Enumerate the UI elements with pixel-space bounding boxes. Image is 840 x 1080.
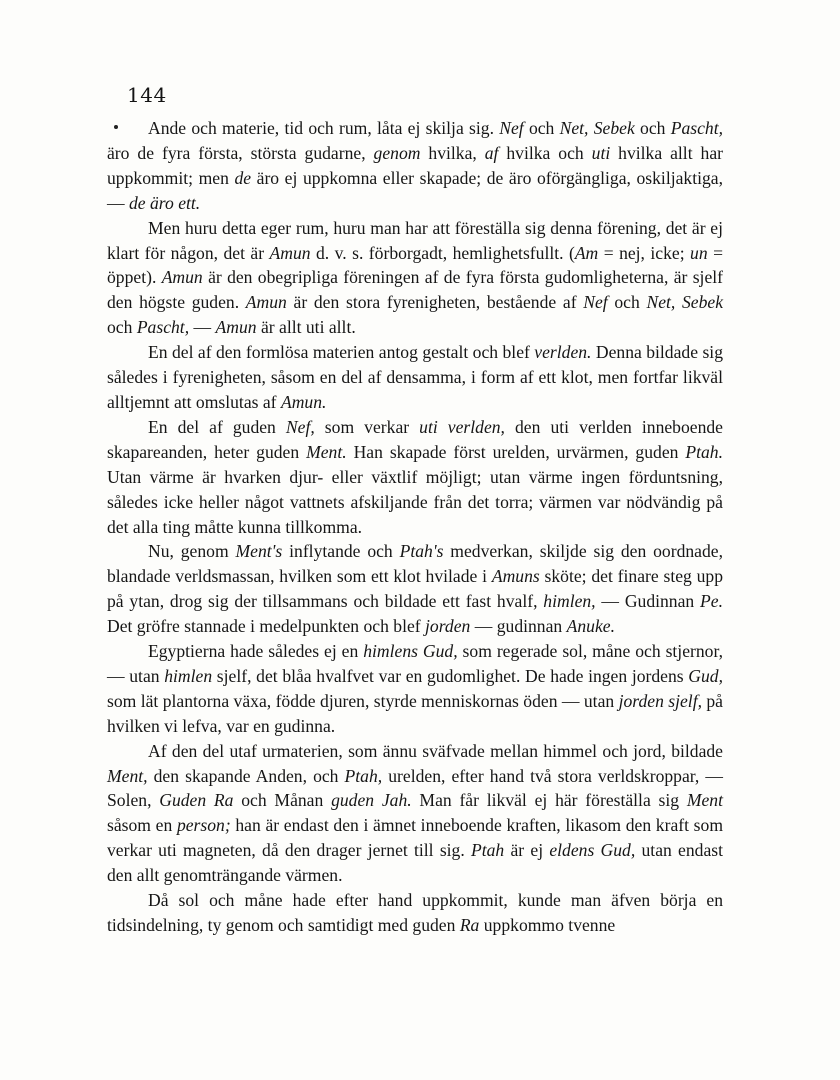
text-run: är den obegripliga föreningen af de fyra första gudomligheterna, är sjelf den högste guden. (107, 267, 724, 313)
italic-text: de (234, 167, 252, 188)
text-run: Men huru detta eger rum, huru man har att föreställa sig denna förening, det är ej klart för någon, det är (107, 217, 723, 263)
italic-text: Ment, (107, 765, 148, 786)
paragraph (107, 888, 723, 938)
italic-text: Ptah's (399, 541, 444, 562)
paragraph (107, 340, 723, 415)
text-run: = nej, icke; (598, 242, 691, 263)
italic-text: Gud, (688, 665, 723, 686)
italic-text: Pascht, (670, 118, 723, 138)
text-run: Denna bildade sig således i fyrenigheten, såsom en del af densamma, i form af ett klot, men fortfar likväl alltjemnt att omslutas af (107, 342, 723, 412)
italic-text: Amun. (280, 391, 327, 412)
text-run: äro ej uppkomna eller skapade; de äro oförgängliga, oskiljaktiga, — (107, 167, 723, 213)
italic-text: uti (591, 142, 611, 163)
text-run: inflytande och (282, 541, 400, 562)
italic-text: Amun (215, 317, 257, 338)
italic-text: genom (373, 142, 421, 163)
italic-text: Ment's (235, 541, 283, 562)
italic-text: Am (574, 242, 599, 263)
text-run: — Gudinnan (595, 591, 701, 612)
italic-text: Anuke. (566, 616, 615, 637)
text-run: såsom en (107, 815, 177, 836)
italic-text: de äro ett. (129, 192, 201, 213)
italic-text: Pe. (700, 591, 723, 612)
text-run: Af den del utaf urmaterien, som ännu sväfvade mellan himmel och jord, bildade (148, 740, 723, 761)
text-run: En del af guden (148, 416, 286, 437)
text-run: den skapande Anden, och (147, 765, 345, 786)
text-run: = öppet). (107, 242, 723, 288)
text-run: är ej (504, 840, 550, 861)
text-run: som lät plantorna växa, födde djuren, styrde menniskornas öden — utan (107, 690, 619, 711)
text-run: Egyptierna hade således ej en (148, 641, 364, 662)
italic-text: jorden sjelf, (618, 690, 702, 711)
text-run: Man får likväl ej här föreställa sig (411, 790, 687, 811)
text-run: hvilka och (498, 142, 592, 163)
italic-text: Amun (269, 242, 311, 263)
italic-text: person; (176, 815, 231, 836)
text-run: som regerade sol, måne och stjernor, — utan (107, 641, 724, 686)
text-run: Då sol och måne hade efter hand uppkommit, kunde man äfven börja en tidsindelning, ty genom och samtidigt med guden (107, 890, 723, 935)
text-run: — (189, 317, 216, 338)
italic-text: Guden Ra (159, 790, 234, 811)
italic-text: Amun (245, 292, 287, 313)
text-run: som verkar (314, 416, 420, 437)
italic-text: Nef (583, 292, 608, 313)
paragraph (107, 116, 723, 216)
italic-text: himlens Gud, (363, 641, 458, 662)
italic-text: Ptah. (685, 441, 723, 462)
text-run: hvilka allt har uppkommit; men (107, 142, 723, 188)
italic-text: eldens Gud, (549, 840, 636, 861)
text-run: — gudinnan (470, 616, 567, 637)
paragraph (107, 539, 723, 639)
paragraph (107, 639, 723, 739)
text-run: och (523, 118, 560, 138)
text-run: sjelf, det blåa hvalfvet var en gudomlighet. De hade ingen jordens (212, 665, 689, 686)
text-run: på hvilken vi lefva, var en gudinna. (107, 690, 723, 736)
text-run: är den stora fyrenigheten, bestående af (286, 292, 584, 313)
italic-text: Amun (161, 267, 203, 288)
italic-text: Ra (459, 915, 480, 935)
italic-text: Pascht, (136, 317, 190, 338)
italic-text: verlden. (534, 342, 592, 363)
italic-text: Nef (499, 118, 524, 138)
italic-text: jorden (425, 616, 471, 637)
paragraph (107, 216, 723, 341)
italic-text: un (690, 242, 708, 263)
text-run: hvilka, (420, 142, 485, 163)
italic-text: af (484, 142, 499, 163)
paragraph (107, 739, 723, 888)
text-run: han är endast den i ämnet inneboende kraften, likasom den kraft som verkar uti magneten, då den drager jernet till sig. (107, 815, 724, 861)
italic-text: himlen (164, 665, 213, 686)
text-run: äro de fyra första, största gudarne, (107, 142, 374, 163)
italic-text: guden Jah. (331, 790, 412, 811)
text-run: och (607, 292, 647, 313)
text-run: En del af den formlösa materien antog gestalt och blef (148, 342, 535, 363)
text-run: och (107, 317, 137, 338)
text-run: sköte; det finare steg upp på ytan, drog sig der tillsammans och bildade ett fast hvalf, (107, 566, 724, 612)
text-run: Utan värme är hvarken djur- eller växtlif möjligt; utan värme ingen förduntsning, således icke heller något vattnets afskiljande från det torra; värmen var nödvändig på det alla ting måtte kunna tillkomma. (107, 466, 723, 537)
text-run: Ande och materie, tid och rum, låta ej skilja sig. (148, 118, 500, 138)
text-run: Han skapade först urelden, urvärmen, guden (346, 441, 686, 462)
text-run: urelden, efter hand två stora verldskroppar, — Solen, (107, 765, 723, 811)
page-number: 144 (127, 83, 167, 107)
italic-text: Ptah, (344, 765, 383, 786)
text-run: den uti verlden inneboende skapareanden, heter guden (107, 416, 723, 462)
italic-text: Ptah (471, 840, 505, 861)
italic-text: uti verlden, (419, 416, 505, 437)
text-run: uppkommo tvenne (479, 915, 616, 935)
italic-text: Net, Sebek (559, 118, 635, 138)
italic-text: himlen, (543, 591, 596, 612)
italic-text: Net, Sebek (646, 292, 724, 313)
italic-text: Nef, (285, 416, 315, 437)
text-run: och Månan (233, 790, 332, 811)
italic-text: Ment. (306, 441, 347, 462)
text-run: d. v. s. förborgadt, hemlighetsfullt. ( (310, 242, 575, 263)
italic-text: Ment (686, 790, 723, 811)
text-run: och (634, 118, 671, 138)
text-run: utan endast den allt genomträngande värmen. (107, 840, 723, 886)
body-text (107, 116, 723, 938)
italic-text: Amuns (491, 566, 540, 587)
text-run: är allt uti allt. (256, 317, 356, 338)
text-run: Nu, genom (148, 541, 236, 562)
paragraph (107, 415, 723, 540)
text-run: Det gröfre stannade i medelpunkten och blef (107, 616, 426, 637)
text-run: medverkan, skiljde sig den oordnade, blandade verldsmassan, hvilken som ett klot hvilade i (107, 541, 723, 587)
